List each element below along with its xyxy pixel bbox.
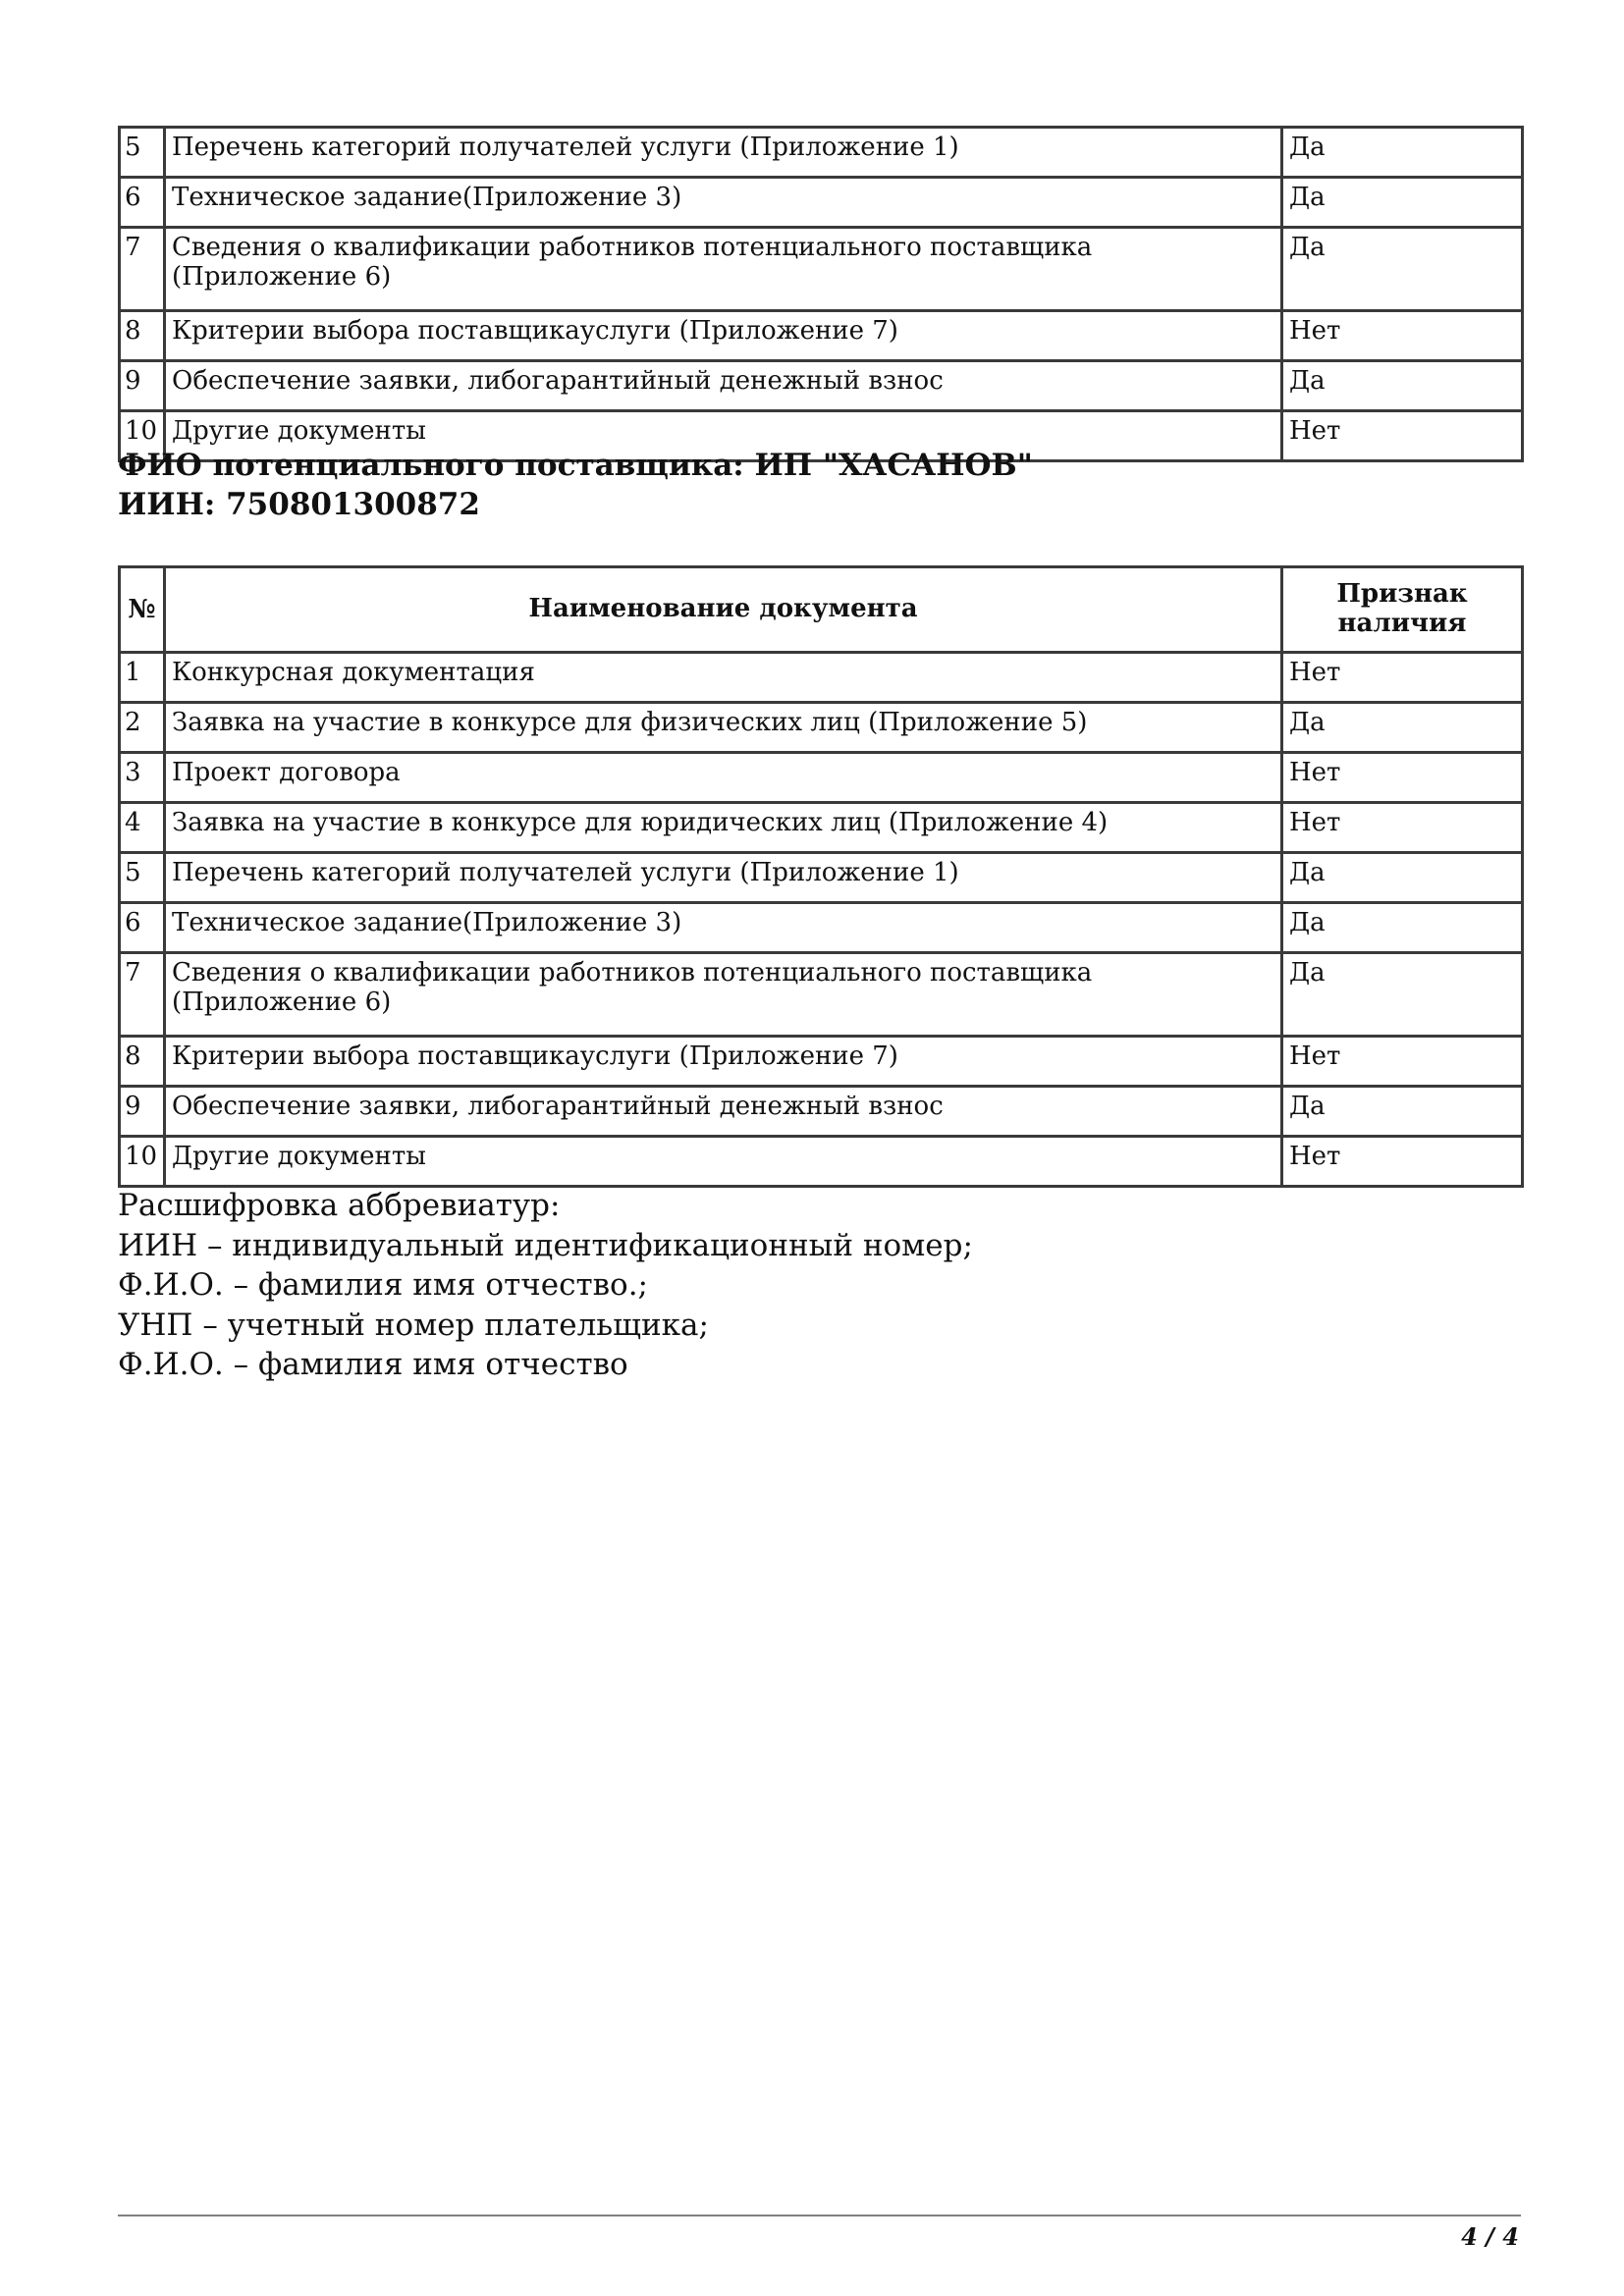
document-name: Заявка на участие в конкурсе для физических лиц (Приложение 5) [165,703,1282,753]
abbreviations-section [118,1186,973,1385]
availability-value: Нет [1282,803,1523,853]
table-row [120,361,1523,411]
footer-divider [118,2215,1521,2216]
row-number: 7 [120,228,165,311]
row-number: 6 [120,903,165,953]
document-name: Перечень категорий получателей услуги (Приложение 1) [165,853,1282,903]
supplier-iin: ИИН: 750801300872 [118,487,480,522]
document-name: Техническое задание(Приложение 3) [165,903,1282,953]
table-row [120,853,1523,903]
availability-value: Нет [1282,753,1523,803]
row-number: 8 [120,311,165,361]
availability-value: Да [1282,361,1523,411]
availability-value: Да [1282,178,1523,228]
row-number: 2 [120,703,165,753]
row-number: 10 [120,1137,165,1187]
document-name: Сведения о квалификации работников потенциального поставщика (Приложение 6) [165,953,1282,1037]
row-number: 9 [120,1087,165,1137]
availability-value: Нет [1282,1137,1523,1187]
abbreviation-line: ИИН – индивидуальный идентификационный номер; [118,1227,973,1263]
row-number: 5 [120,128,165,178]
document-name: Проект договора [165,753,1282,803]
page-number: 4 / 4 [1461,2222,1519,2251]
document-name: Заявка на участие в конкурсе для юридических лиц (Приложение 4) [165,803,1282,853]
table-header-row [120,567,1523,653]
table-row [120,803,1523,853]
availability-value: Да [1282,853,1523,903]
table-row [120,178,1523,228]
availability-value: Да [1282,903,1523,953]
availability-value: Да [1282,1087,1523,1137]
row-number: 5 [120,853,165,903]
document-name: Другие документы [165,1137,1282,1187]
table-row [120,653,1523,703]
table-row [120,1087,1523,1137]
availability-value: Нет [1282,653,1523,703]
row-number: 4 [120,803,165,853]
availability-value: Нет [1282,411,1523,461]
document-name: Обеспечение заявки, либогарантийный денежный взнос [165,1087,1282,1137]
header-document-name: Наименование документа [165,567,1282,653]
documents-table [118,565,1524,1188]
availability-value: Нет [1282,311,1523,361]
table-row [120,1037,1523,1087]
table-row [120,311,1523,361]
supplier-info [118,446,1033,524]
availability-value: Да [1282,128,1523,178]
availability-value: Да [1282,228,1523,311]
document-name: Обеспечение заявки, либогарантийный денежный взнос [165,361,1282,411]
table-row [120,1137,1523,1187]
row-number: 7 [120,953,165,1037]
document-name: Другие документы [165,411,1282,461]
document-name: Перечень категорий получателей услуги (Приложение 1) [165,128,1282,178]
availability-value: Нет [1282,1037,1523,1087]
table-row [120,128,1523,178]
document-name: Конкурсная документация [165,653,1282,703]
document-name: Критерии выбора поставщикауслуги (Приложение 7) [165,1037,1282,1087]
table-row [120,228,1523,311]
abbreviation-line: Ф.И.О. – фамилия имя отчество [118,1347,628,1382]
row-number: 8 [120,1037,165,1087]
table-row [120,953,1523,1037]
abbreviations-title: Расшифровка аббревиатур: [118,1188,561,1223]
table-row [120,753,1523,803]
table-row [120,703,1523,753]
supplier-fio: ФИО потенциального поставщика: ИП "ХАСАНОВ" [118,448,1033,483]
abbreviation-line: Ф.И.О. – фамилия имя отчество.; [118,1267,649,1303]
abbreviation-line: УНП – учетный номер плательщика; [118,1307,709,1343]
header-availability: Признак наличия [1282,567,1523,653]
table-row [120,903,1523,953]
header-number: № [120,567,165,653]
row-number: 1 [120,653,165,703]
documents-table-continued [118,126,1524,462]
document-name: Сведения о квалификации работников потенциального поставщика (Приложение 6) [165,228,1282,311]
document-name: Техническое задание(Приложение 3) [165,178,1282,228]
row-number: 10 [120,411,165,461]
row-number: 9 [120,361,165,411]
document-name: Критерии выбора поставщикауслуги (Приложение 7) [165,311,1282,361]
row-number: 6 [120,178,165,228]
availability-value: Да [1282,703,1523,753]
row-number: 3 [120,753,165,803]
availability-value: Да [1282,953,1523,1037]
